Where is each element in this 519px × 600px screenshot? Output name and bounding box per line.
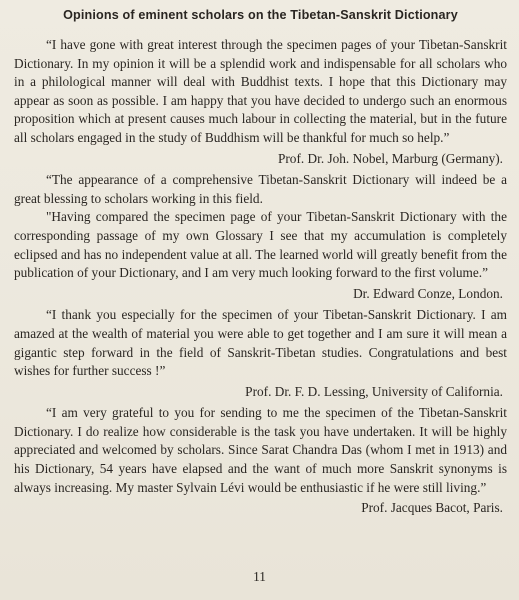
quote-text: “The appearance of a comprehensive Tibetan-Sanskrit Dictionary will indeed be a great blessing to scholars working in this field.	[14, 172, 507, 206]
page-number: 11	[253, 569, 266, 584]
quote-signature: Dr. Edward Conze, London.	[353, 285, 503, 301]
quote-text: “I have gone with great interest through the specimen pages of your Tibetan-Sanskrit Dictionary. In my opinion it will be a splendid work and indispensable for all scholars who in a philological manner will deal with Buddhist texts. I hope that this Dictionary may appear as soon as possible. I am happy that you have decided to undergo such an enormous proposition which at present causes much labour in collecting the material, but in the future all scholars engaged in the study of Buddhism will be thankful for much so help.”	[14, 37, 507, 145]
quote-signature: Prof. Dr. F. D. Lessing, University of California.	[245, 383, 503, 399]
opinion-bacot	[14, 404, 507, 518]
quote-text: “I thank you especially for the specimen of your Tibetan-Sanskrit Dictionary. I am amazed at the wealth of material you were able to get together and I am sure it will mean a gigantic step forward in the field of Sanskrit-Tibetan studies. Congratulations and best wishes for further success !”	[14, 307, 507, 379]
opinion-conze	[14, 171, 507, 303]
quote-signature: Prof. Dr. Joh. Nobel, Marburg (Germany).	[277, 150, 503, 166]
quote-text: “I am very grateful to you for sending to me the specimen of the Tibetan-Sanskrit Dictionary. I do realize how considerable is the task you have undertaken. It will be highly appreciated and welcomed by scholars. Since Sarat Chandra Das (whom I met in 1913) and his Dictionary, 54 years have elapsed and the want of much more Sanskrit synonyms is always increasing. My master Sylvain Lévi would be enthusiastic if he were still living.”	[14, 405, 507, 495]
opinion-nobel	[14, 36, 507, 168]
opinion-lessing	[14, 306, 507, 401]
quote-text-continued: "Having compared the specimen page of your Tibetan-Sanskrit Dictionary with the corresponding passage of my own Glossary I see that my accumulation is completely eclipsed and has no independent value at all. The learned world will greatly benefit from the publication of your Dictionary, and I am very much looking forward to the first volume.”	[14, 209, 507, 281]
quote-signature: Prof. Jacques Bacot, Paris.	[361, 500, 503, 516]
page-title: Opinions of eminent scholars on the Tibetan-Sanskrit Dictionary	[63, 8, 458, 22]
